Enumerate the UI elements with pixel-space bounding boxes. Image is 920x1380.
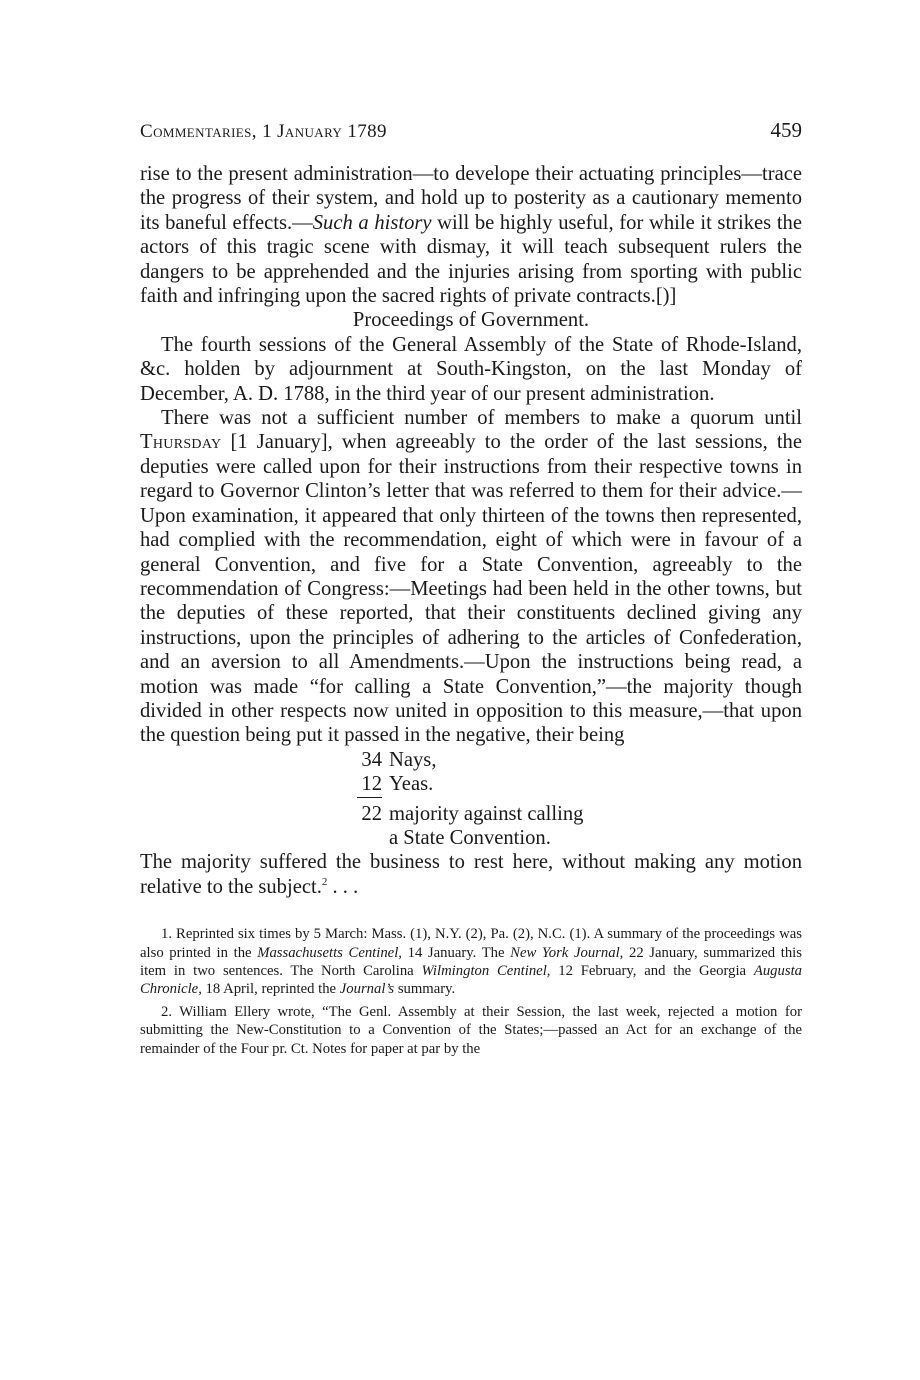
paragraph-sessions: The fourth sessions of the General Assembly of the State of Rhode-Island, &c. holden by adjournment at South-Kingston, on the last Monday of December, A. D. 1788, in the third year of our present administration. <box>140 333 802 405</box>
nays-label: Nays, <box>389 748 437 771</box>
text-run: 12 February, and the Georgia <box>550 963 754 979</box>
ellipsis: . . . <box>327 875 359 898</box>
document-page <box>140 118 802 1062</box>
tally-row-yeas <box>348 772 802 797</box>
paragraph-quorum <box>140 406 802 748</box>
italic-title: Massachusetts Centinel, <box>257 944 402 961</box>
text-run: summary. <box>394 981 456 998</box>
small-caps-day: Thursday <box>140 431 222 454</box>
tally-row-majority-cont <box>348 826 802 850</box>
text-run: The majority suffered the business to rest here, without making any motion relative to the subject. <box>140 851 802 898</box>
majority-label-line1: majority against calling <box>389 802 584 825</box>
section-heading: Proceedings of Government. <box>352 309 590 332</box>
nays-count: 34 <box>361 748 382 771</box>
running-title: Commentaries, 1 January 1789 <box>140 121 387 142</box>
text-run: [1 January], when agreeably to the order of the last sessions, the deputies were called upon for their instructions from their respective towns in regard to Governor Clinton’s letter that was referred to them for their advice.—Upon examination, it appeared that only thirteen of the towns then represented, had complied with the recommendation, eight of which were in favour of a general Convention, and five for a State Convention, agreeably to the recommendation of Congress:—Meetings had been held in the other towns, but the deputies of these reported, that their constituents declined giving any instructions, upon the principles of adhering to the articles of Confederation, and an aversion to all Amendments.—Upon the instructions being read, a motion was made “for calling a State Convention,”—the majority though divided in other respects now united in opposition to this measure,—that upon the question being put it passed in the negative, their being <box>140 431 802 747</box>
page-number: 459 <box>770 118 802 142</box>
text-run: There was not a sufficient number of members to make a quorum until <box>161 407 802 430</box>
text-run: 14 January. The <box>401 944 511 961</box>
running-header <box>140 118 802 162</box>
text-run: rise to the present administration—to develope their actuating principles—trace the progress of their system, and hold up to posterity as a cautionary memento its baneful effects.— <box>140 163 802 234</box>
majority-label-line2: a State Convention. <box>389 826 551 849</box>
footnote-ref: 2 <box>321 875 328 888</box>
footnote-1 <box>140 925 802 999</box>
italic-title: Journal’s <box>339 981 395 998</box>
italic-title: Augusta Chronicle, <box>140 963 802 998</box>
tally-row-majority <box>348 802 802 826</box>
text-run: 22 January, summarized this item in two sentences. The North Carolina <box>140 944 802 979</box>
footnote-2: 2. William Ellery wrote, “The Genl. Assembly at their Session, the last week, rejected a motion for submitting the New-Constitution to a Convention of the States;—passed an Act for an exchange of the remainder of the Four pr. Ct. Notes for paper at par by the <box>140 1003 802 1057</box>
text-run: 18 April, reprinted the <box>201 981 340 998</box>
body-text <box>140 162 802 899</box>
tally-row-nays <box>348 748 802 772</box>
text-run: 1. Reprinted six times by 5 March: Mass. (1), N.Y. (2), Pa. (2), N.C. (1). A summary of the proceedings was also printed in the <box>140 926 802 961</box>
italic-title: Wilmington Centinel, <box>421 963 551 979</box>
yeas-label: Yeas. <box>389 773 434 796</box>
majority-count: 22 <box>361 802 382 825</box>
footnotes <box>140 925 802 1058</box>
yeas-count: 12 <box>357 772 382 797</box>
paragraph-conclusion <box>140 850 802 899</box>
italic-phrase: Such a history <box>312 211 432 234</box>
text-run: will be highly useful, for while it strikes the actors of this tragic scene with dismay, it will teach subsequent rulers the dangers to be apprehended and the injuries arising from sporting with public faith and infringing upon the sacred rights of private contracts.[)] <box>140 211 802 308</box>
italic-title: New York Journal, <box>510 944 624 961</box>
vote-tally <box>348 748 802 851</box>
paragraph-continued <box>140 162 802 308</box>
